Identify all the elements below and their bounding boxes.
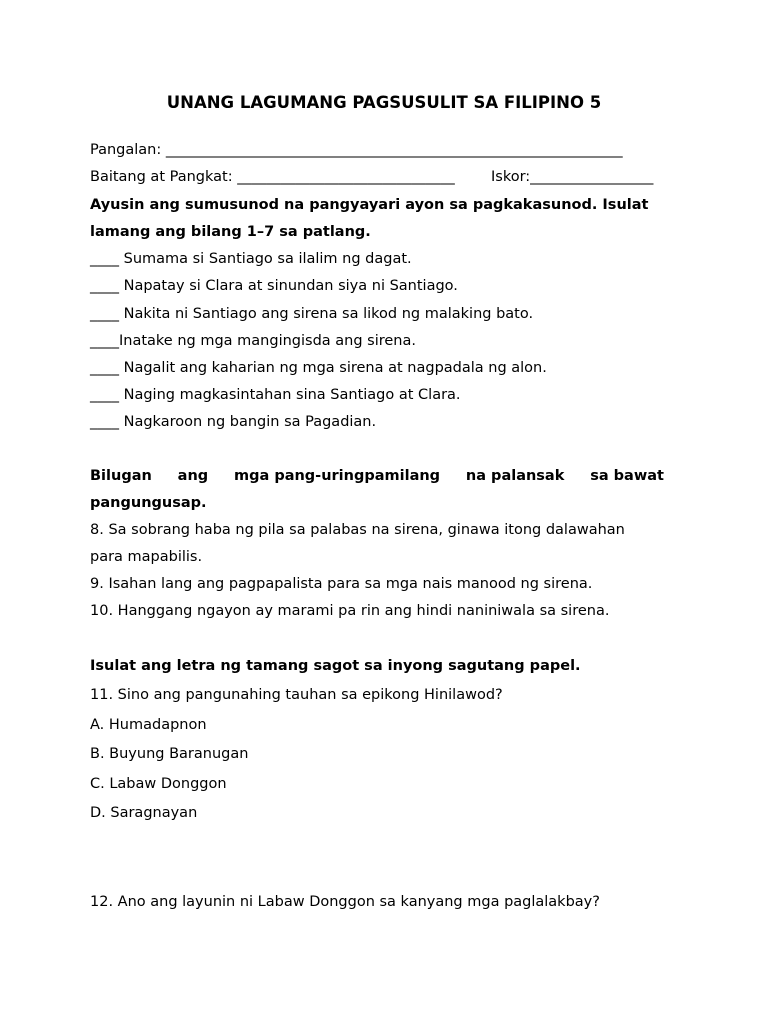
instruction-word: na palansak [465,468,565,484]
page-title: UNANG LAGUMANG PAGSUSULIT SA FILIPINO 5 [166,93,602,112]
question-11: 11. Sino ang pangunahing tauhan sa epikong Hinilawod? [90,687,503,703]
section1-instruction-line1: Ayusin ang sumusunod na pangyayari ayon sa pagkakasunod. Isulat [90,197,649,213]
item-8-line1: 8. Sa sobrang haba ng pila sa palabas na sirena, ginawa itong dalawahan [90,522,625,538]
sequence-item: ____Inatake ng mga mangingisda ang sirena. [90,333,416,349]
sequence-item: ____ Sumama si Santiago sa ilalim ng dagat. [90,251,412,267]
item-8-line2: para mapabilis. [90,549,203,565]
item-9: 9. Isahan lang ang pagpapalista para sa mga nais manood ng sirena. [90,576,593,592]
choice-d: D. Saragnayan [90,805,198,821]
item-10: 10. Hanggang ngayon ay marami pa rin ang hindi naniniwala sa sirena. [90,603,610,619]
instruction-word: mga pang-uringpamilang [234,468,441,484]
section2-instruction-line1 [90,466,664,486]
choice-a: A. Humadapnon [90,717,207,733]
sequence-item: ____ Nagkaroon ng bangin sa Pagadian. [90,414,377,430]
section3-instruction: Isulat ang letra ng tamang sagot sa inyong sagutang papel. [90,658,581,674]
sequence-item: ____ Nakita ni Santiago ang sirena sa likod ng malaking bato. [90,306,534,322]
choice-b: B. Buyung Baranugan [90,746,249,762]
choice-c: C. Labaw Donggon [90,776,227,792]
sequence-item: ____ Naging magkasintahan sina Santiago at Clara. [90,387,461,403]
question-12: 12. Ano ang layunin ni Labaw Donggon sa kanyang mga paglalakbay? [90,894,600,910]
name-field: Pangalan: _______________________________________________________________ [90,142,623,158]
score-field: Iskor:_________________ [491,169,654,185]
sequence-item: ____ Napatay si Clara at sinundan siya ni Santiago. [90,278,458,294]
section2-instruction-line2: pangungusap. [90,495,207,511]
grade-section-field: Baitang at Pangkat: ______________________________ [90,169,455,185]
instruction-word: sa bawat [590,468,664,484]
instruction-word: ang [177,468,209,484]
sequence-item: ____ Nagalit ang kaharian ng mga sirena at nagpadala ng alon. [90,360,547,376]
instruction-word: Bilugan [90,468,152,484]
section1-instruction-line2: lamang ang bilang 1–7 sa patlang. [90,224,371,240]
